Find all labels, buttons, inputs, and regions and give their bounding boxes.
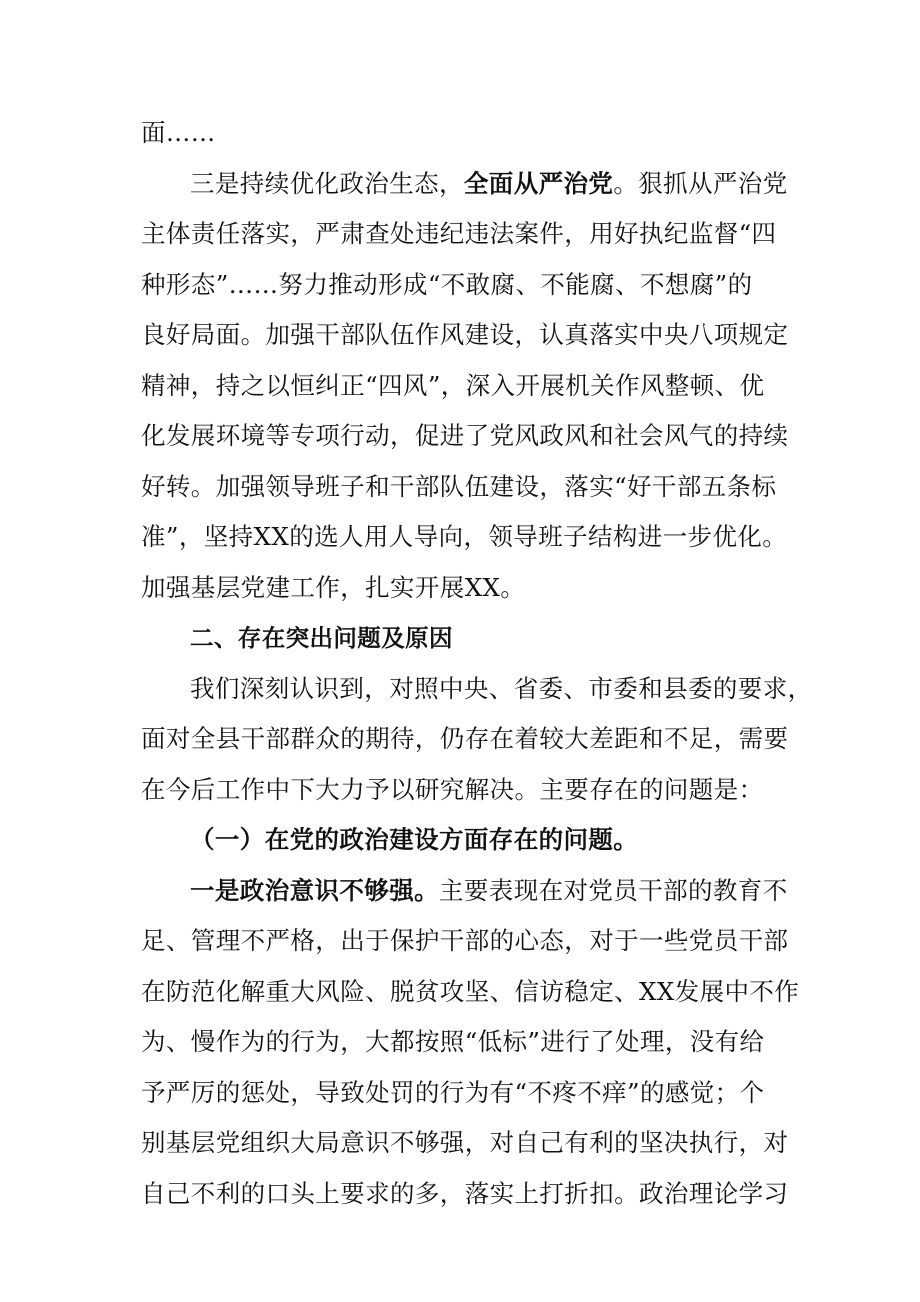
- paragraph-line: 我们深刻认识到，对照中央、省委、市委和县委的要求，: [190, 673, 813, 703]
- paragraph-line: 予严厉的惩处，导致处罚的行为有“不疼不痒”的感觉；个: [141, 1077, 765, 1107]
- paragraph-line: 主体责任落实，严肃查处违纪违法案件，用好执纪监督“四: [141, 219, 777, 248]
- subsection-heading: （一）在党的政治建设方面存在的问题。: [190, 825, 639, 854]
- paragraph-line: [141, 159, 791, 210]
- paragraph-line: 加强基层党建工作，扎实开展XX。: [141, 572, 526, 602]
- paragraph-line: 精神，持之以恒纠正“四风”，深入开展机关作风整顿、优: [141, 370, 765, 400]
- paragraph-text: 主要表现在对党员干部的教育不: [439, 875, 788, 905]
- paragraph-line: 面对全县干部群众的期待，仍存在着较大差距和不足，需要: [141, 724, 789, 753]
- paragraph-line: 为、慢作为的行为，大都按照“低标”进行了处理，没有给: [141, 1027, 765, 1056]
- paragraph-line: 在防范化解重大风险、脱贫攻坚、信访稳定、XX发展中不作: [141, 976, 800, 1006]
- paragraph-line: 自己不利的口头上要求的多，落实上打折扣。政治理论学习: [141, 1178, 789, 1208]
- paragraph-line: 好转。加强领导班子和干部队伍建设，落实“好干部五条标: [141, 471, 777, 501]
- paragraph-line: 准”，坚持XX的选人用人导向，领导班子结构进一步优化。: [141, 522, 788, 551]
- paragraph-line: 化发展环境等专项行动，促进了党风政风和社会风气的持续: [141, 421, 789, 450]
- paragraph-line: 别基层党组织大局意识不够强，对自己有利的坚决执行，对: [141, 1128, 789, 1157]
- paragraph-text: 三是持续优化政治生态，: [190, 168, 464, 198]
- document-body: [141, 108, 813, 1219]
- paragraph-line: 良好局面。加强干部队伍作风建设，认真落实中央八项规定: [141, 320, 789, 349]
- paragraph-line: 足、管理不严格，出于保护干部的心态，对于一些党员干部: [141, 926, 789, 955]
- paragraph-text: 。狠抓从严治党: [613, 168, 788, 198]
- paragraph-line: [141, 866, 791, 917]
- bold-phrase: 一是政治意识不够强。: [190, 875, 439, 905]
- paragraph-line: 在今后工作中下大力予以研究解决。主要存在的问题是：: [141, 774, 764, 804]
- paragraph-line: 种形态”……努力推动形成“不敢腐、不能腐、不想腐”的: [141, 269, 753, 299]
- paragraph-line: 面……: [141, 118, 216, 147]
- bold-phrase: 全面从严治党: [463, 168, 614, 198]
- section-heading: 二、存在突出问题及原因: [190, 624, 453, 652]
